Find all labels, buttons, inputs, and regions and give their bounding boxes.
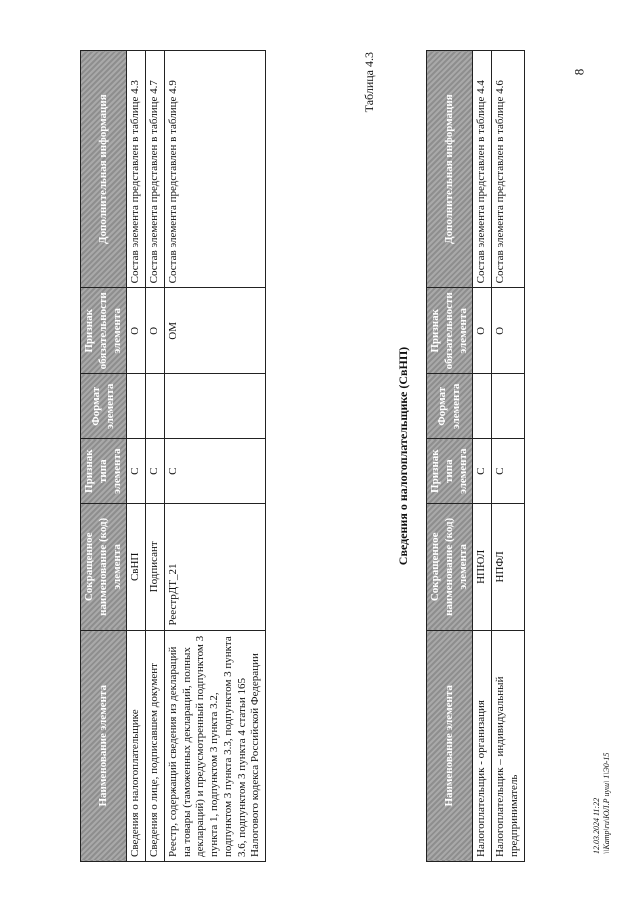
header-cell: Формат элемента <box>81 374 127 439</box>
table-cell: НПФЛ <box>492 504 525 630</box>
table-cell <box>146 374 165 439</box>
header-cell: Признак обязательности элемента <box>427 288 473 374</box>
table-cell <box>127 374 146 439</box>
table-cell: Налогоплательщик - организация <box>473 630 492 861</box>
table-row <box>164 51 265 862</box>
table-cell <box>473 374 492 439</box>
table-cell: ОМ <box>164 288 265 374</box>
header-cell: Сокращенное наименование (код) элемента <box>427 504 473 630</box>
table-cell: Сведения о лице, подписавшем документ <box>146 630 165 861</box>
table-cell: О <box>146 288 165 374</box>
table-cell: СвНП <box>127 504 146 630</box>
table-cell: О <box>127 288 146 374</box>
table-caption: Таблица 4.3 <box>362 52 376 113</box>
header-cell: Сокращенное наименование (код) элемента <box>81 504 127 630</box>
taxpayer-table <box>426 50 525 862</box>
table-cell: С <box>473 439 492 504</box>
file-stamp <box>592 753 611 854</box>
stamp-date: 12.03.2024 11:22 <box>592 797 601 854</box>
table-cell: С <box>164 439 265 504</box>
table-cell: Состав элемента представлен в таблице 4.7 <box>146 51 165 288</box>
table-cell: РеестрДТ_21 <box>164 504 265 630</box>
header-cell: Дополнительная информация <box>81 51 127 288</box>
table-title: Сведения о налогоплательщике (СвНП) <box>396 346 410 566</box>
header-cell: Наименование элемента <box>427 630 473 861</box>
table-cell: О <box>492 288 525 374</box>
elements-table <box>80 50 266 862</box>
header-cell: Признак обязательности элемента <box>81 288 127 374</box>
table-cell: Состав элемента представлен в таблице 4.4 <box>473 51 492 288</box>
table-cell: Состав элемента представлен в таблице 4.6 <box>492 51 525 288</box>
rotated-page-content <box>70 2 630 862</box>
page-number: 8 <box>570 68 586 76</box>
header-cell: Дополнительная информация <box>427 51 473 288</box>
table-row <box>127 51 146 862</box>
table-cell: Реестр, содержащий сведения из деклараций на товары (таможенных деклараций, полных деклараций) и предусмотренный подпунктом 3 пункта 1, подпунктом 3 пункта 3.2, подпунктом 3 пункта 3.3, подпунктом 3 пункта 3.6, подпунктом 3 пункта 4 статьи 165 Налогового кодекса Российской Федерации <box>164 630 265 861</box>
table-cell: С <box>492 439 525 504</box>
table-cell: Состав элемента представлен в таблице 4.9 <box>164 51 265 288</box>
table-header-row <box>81 51 127 862</box>
table-cell: С <box>146 439 165 504</box>
header-cell: Признак типа элемента <box>427 439 473 504</box>
table-cell: С <box>127 439 146 504</box>
table-row <box>492 51 525 862</box>
table-cell: О <box>473 288 492 374</box>
table-cell: Состав элемента представлен в таблице 4.3 <box>127 51 146 288</box>
table-cell <box>164 374 265 439</box>
table-row <box>473 51 492 862</box>
table-cell: Налогоплательщик – индивидуальный предприниматель <box>492 630 525 861</box>
table-cell: Подписант <box>146 504 165 630</box>
table-cell <box>492 374 525 439</box>
table-row <box>146 51 165 862</box>
table-cell: Сведения о налогоплательщике <box>127 630 146 861</box>
header-cell: Формат элемента <box>427 374 473 439</box>
stamp-path: \\Kamp\ru\ЮЛ.Р иуш\ 1\Э0-15 <box>601 752 611 854</box>
header-cell: Признак типа элемента <box>81 439 127 504</box>
table-header-row <box>427 51 473 862</box>
header-cell: Наименование элемента <box>81 630 127 861</box>
table-cell: НПЮЛ <box>473 504 492 630</box>
